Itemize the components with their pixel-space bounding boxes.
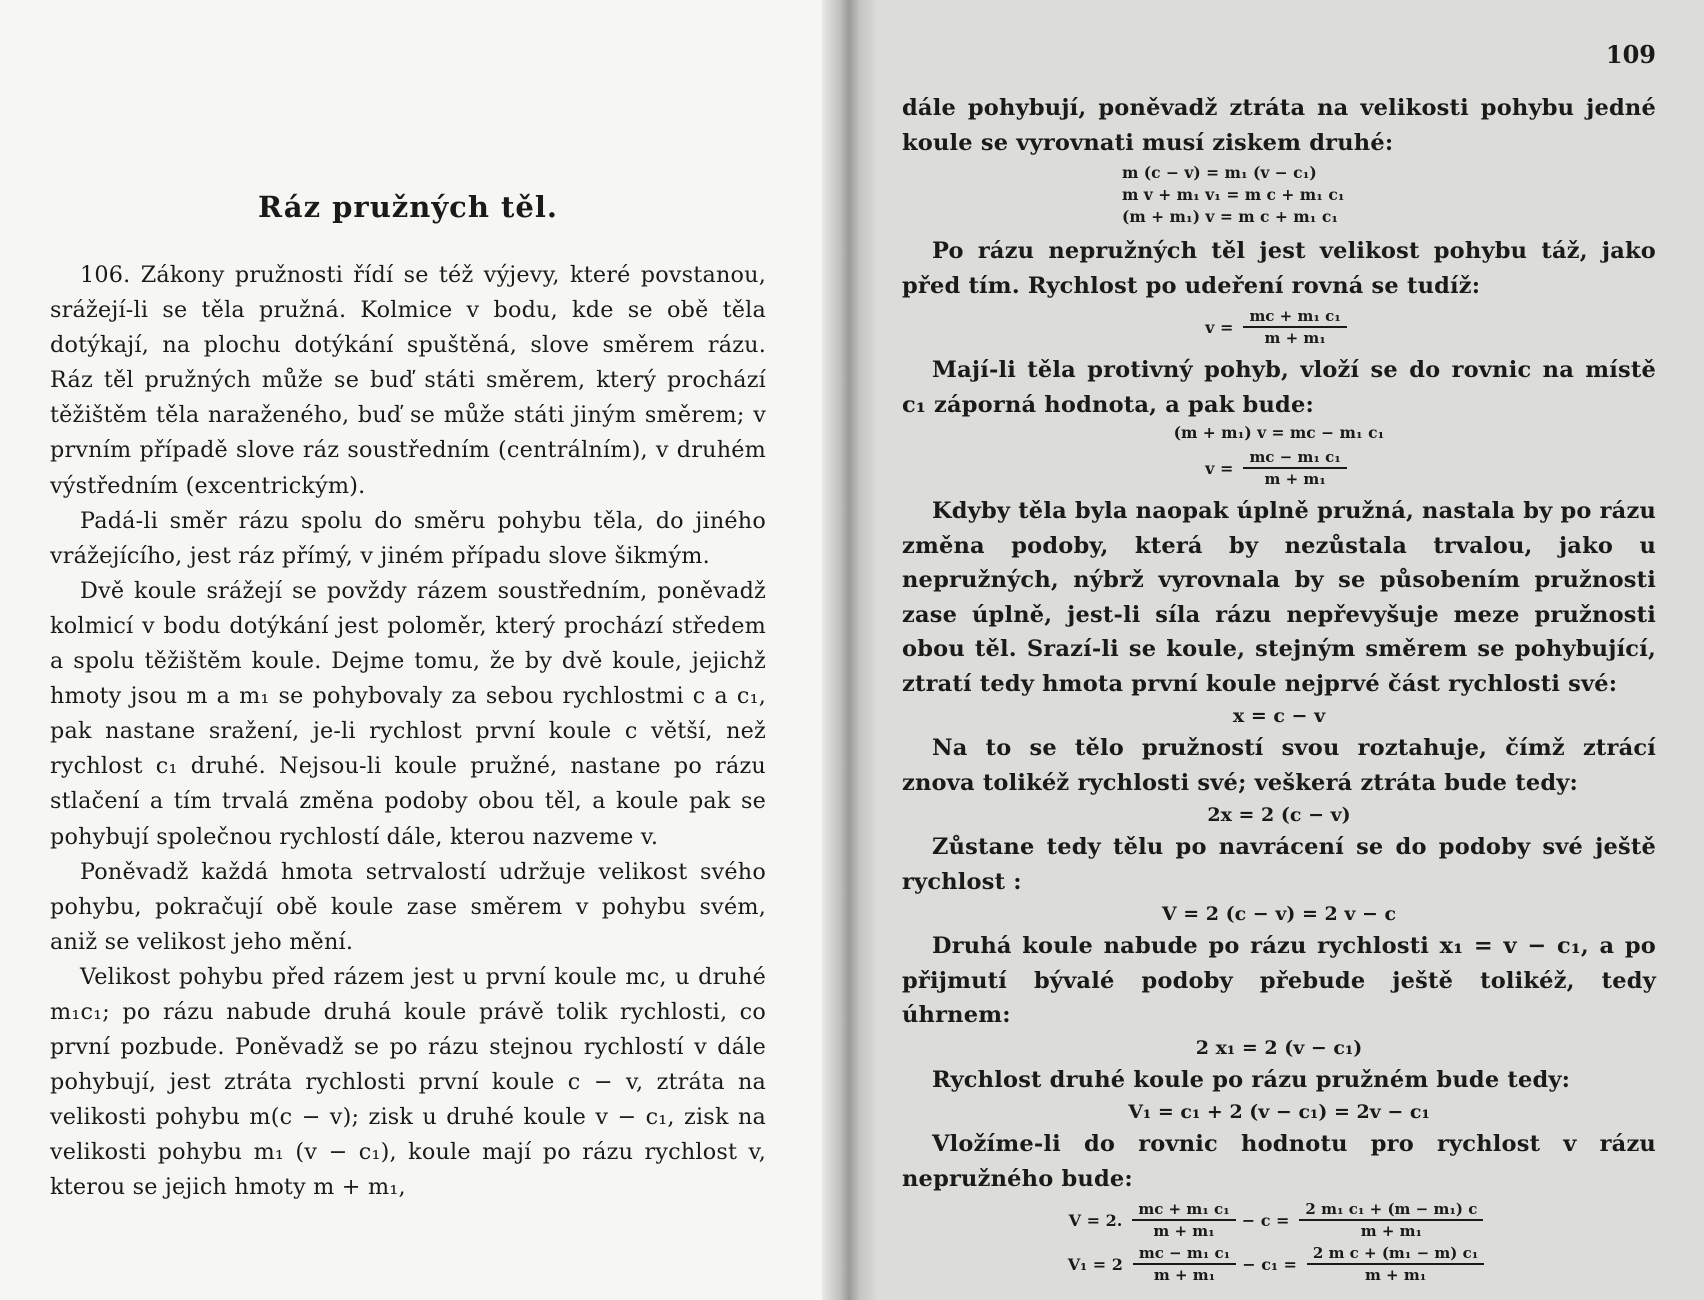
equation-v1-elastic bbox=[902, 1244, 1656, 1284]
paragraph-3: Dvě koule srážejí se povždy rázem soustředním, poněvadž kolmicí v bodu dotýkání jest poloměr, který prochází středem a spolu těžištěm koule. Dejme tomu, že by dvě koule, jejichž hmoty jsou m a m₁ se pohybovaly za sebou rychlostmi c a c₁, pak nastane sražení, je-li rychlost první koule c větší, než rychlost c₁ druhé. Nejsou-li koule pružné, nastane po rázu stlačení a tím trvalá změna podoby obou těl, a koule pak se pohybují společnou rychlostí dále, kterou nazveme v. bbox=[50, 577, 766, 850]
fraction-denominator: m + m₁ bbox=[1153, 1266, 1216, 1284]
equation-middle: − c₁ = bbox=[1242, 1254, 1297, 1274]
paragraph-5: Velikost pohybu před rázem jest u první koule mc, u druhé m₁c₁; po rázu nabude druhá koule právě tolik rychlosti, co první pozbude. Poněvadž se po rázu stejnou rychlostí v dále pohybují, jest ztráta rychlosti první koule c − v, ztráta na velikosti pohybu m(c − v); zisk u druhé koule v − c₁, zisk na velikosti pohybu m₁ (v − c₁), koule mají po rázu rychlost v, kterou se jejich hmoty m + m₁, bbox=[50, 963, 766, 1201]
fraction bbox=[1243, 448, 1346, 488]
equation-lhs: v = bbox=[1205, 317, 1234, 337]
equation-line: 2 x₁ = 2 (v − c₁) bbox=[1195, 1036, 1363, 1059]
equation-velocity-opposite bbox=[902, 448, 1656, 488]
page-number: 109 bbox=[1605, 40, 1656, 69]
fraction-numerator: 2 m c + (m₁ − m) c₁ bbox=[1307, 1244, 1484, 1265]
fraction bbox=[1132, 1200, 1235, 1240]
fraction-numerator: mc + m₁ c₁ bbox=[1132, 1200, 1235, 1221]
paragraph-r1: dále pohybují, poněvadž ztráta na velikosti pohybu jedné koule se vyrovnati musí ziskem druhé: bbox=[902, 95, 1656, 156]
equation-line: V = 2 (c − v) = 2 v − c bbox=[1161, 903, 1397, 925]
paragraph-r2: Po rázu nepružných těl jest velikost pohybu táž, jako před tím. Rychlost po udeření rovná se tudíž: bbox=[902, 238, 1656, 299]
fraction-denominator: m + m₁ bbox=[1360, 1222, 1423, 1240]
fraction bbox=[1243, 307, 1346, 347]
equation-line: (m + m₁) v = mc − m₁ c₁ bbox=[1173, 423, 1385, 442]
left-page bbox=[0, 0, 822, 1300]
paragraph-r9: Vložíme-li do rovnic hodnotu pro rychlost v rázu nepružného bude: bbox=[902, 1131, 1656, 1192]
fraction-denominator: m + m₁ bbox=[1264, 470, 1326, 488]
fraction-denominator: m + m₁ bbox=[1264, 329, 1326, 347]
equation-line: 2x = 2 (c − v) bbox=[1207, 804, 1351, 826]
equation-v-elastic bbox=[902, 1200, 1656, 1240]
equation-velocity bbox=[902, 307, 1656, 347]
equation-line: m (c − v) = m₁ (v − c₁) bbox=[1122, 163, 1317, 182]
paragraph-4: Poněvadž každá hmota setrvalostí udržuje velikost svého pohybu, pokračují obě koule zase směrem v pohybu svém, aniž se velikost jeho mění. bbox=[50, 858, 766, 955]
equation-lhs: v = bbox=[1205, 458, 1234, 478]
fraction-numerator: mc − m₁ c₁ bbox=[1243, 448, 1346, 469]
right-page bbox=[876, 0, 1704, 1300]
paragraph-r4: Kdyby těla byla naopak úplně pružná, nastala by po rázu změna podoby, která by nezůstala trvalou, jako u nepružných, nýbrž vyrovnala by se působením pružnosti zase úplně, jest-li síla rázu nepřevyšuje meze pružnosti obou těl. Srazí-li se koule, stejným směrem se pohybující, ztratí tedy hmota první koule nejprvé část rychlosti své: bbox=[902, 498, 1656, 697]
equation-line: V₁ = c₁ + 2 (v − c₁) = 2v − c₁ bbox=[1128, 1101, 1430, 1123]
paragraph-r7: Druhá koule nabude po rázu rychlosti x₁ = v − c₁, a po přijmutí bývalé podoby přebude ještě tolikéž, tedy úhrnem: bbox=[902, 933, 1656, 1028]
paragraph-2: Padá-li směr rázu spolu do směru pohybu těla, do jiného vrážejícího, jest ráz přímý, v jiném případu slove šikmým. bbox=[50, 507, 766, 569]
fraction-denominator: m + m₁ bbox=[1153, 1222, 1215, 1240]
paragraph-r6: Zůstane tedy tělu po navrácení se do podoby své ještě rychlost : bbox=[902, 834, 1656, 895]
fraction-numerator: 2 m₁ c₁ + (m − m₁) c bbox=[1299, 1200, 1483, 1221]
fraction bbox=[1133, 1244, 1236, 1284]
paragraph-r8: Rychlost druhé koule po rázu pružném bude tedy: bbox=[932, 1066, 1571, 1093]
fraction bbox=[1307, 1244, 1484, 1284]
equation-lhs: V₁ = 2 bbox=[1067, 1254, 1123, 1274]
equation-line: x = c − v bbox=[1232, 705, 1326, 727]
book-gutter bbox=[822, 0, 876, 1300]
equation-middle: − c = bbox=[1241, 1210, 1290, 1230]
paragraph-1: 106. Zákony pružnosti řídí se též výjevy, které povstanou, srážejí-li se těla pružná. Kolmice v bodu, kde se obě těla dotýkají, na plochu dotýkání spuštěná, slove směrem rázu. Ráz těl pružných může se buď státi směrem, který prochází těžištěm těla naraženého, buď se může státi jiným směrem; v prvním případě slove ráz soustředním (centrálním), v druhém výstředním (excentrickým). bbox=[50, 262, 766, 499]
paragraph-r5: Na to se tělo pružností svou roztahuje, čímž ztrácí znova tolikéž rychlosti své; veškerá ztráta bude tedy: bbox=[902, 735, 1656, 796]
fraction bbox=[1299, 1200, 1483, 1240]
section-heading: Ráz pružných těl. bbox=[258, 190, 558, 224]
fraction-numerator: mc − m₁ c₁ bbox=[1133, 1244, 1236, 1265]
equation-block-1 bbox=[1122, 162, 1656, 228]
fraction-numerator: mc + m₁ c₁ bbox=[1243, 307, 1346, 328]
equation-lhs: V = 2. bbox=[1068, 1210, 1123, 1230]
fraction-denominator: m + m₁ bbox=[1364, 1266, 1427, 1284]
equation-line: m v + m₁ v₁ = m c + m₁ c₁ bbox=[1122, 185, 1345, 204]
equation-line: (m + m₁) v = m c + m₁ c₁ bbox=[1122, 207, 1339, 226]
paragraph-r3: Mají-li těla protivný pohyb, vloží se do rovnic na místě c₁ záporná hodnota, a pak bude: bbox=[902, 357, 1656, 418]
